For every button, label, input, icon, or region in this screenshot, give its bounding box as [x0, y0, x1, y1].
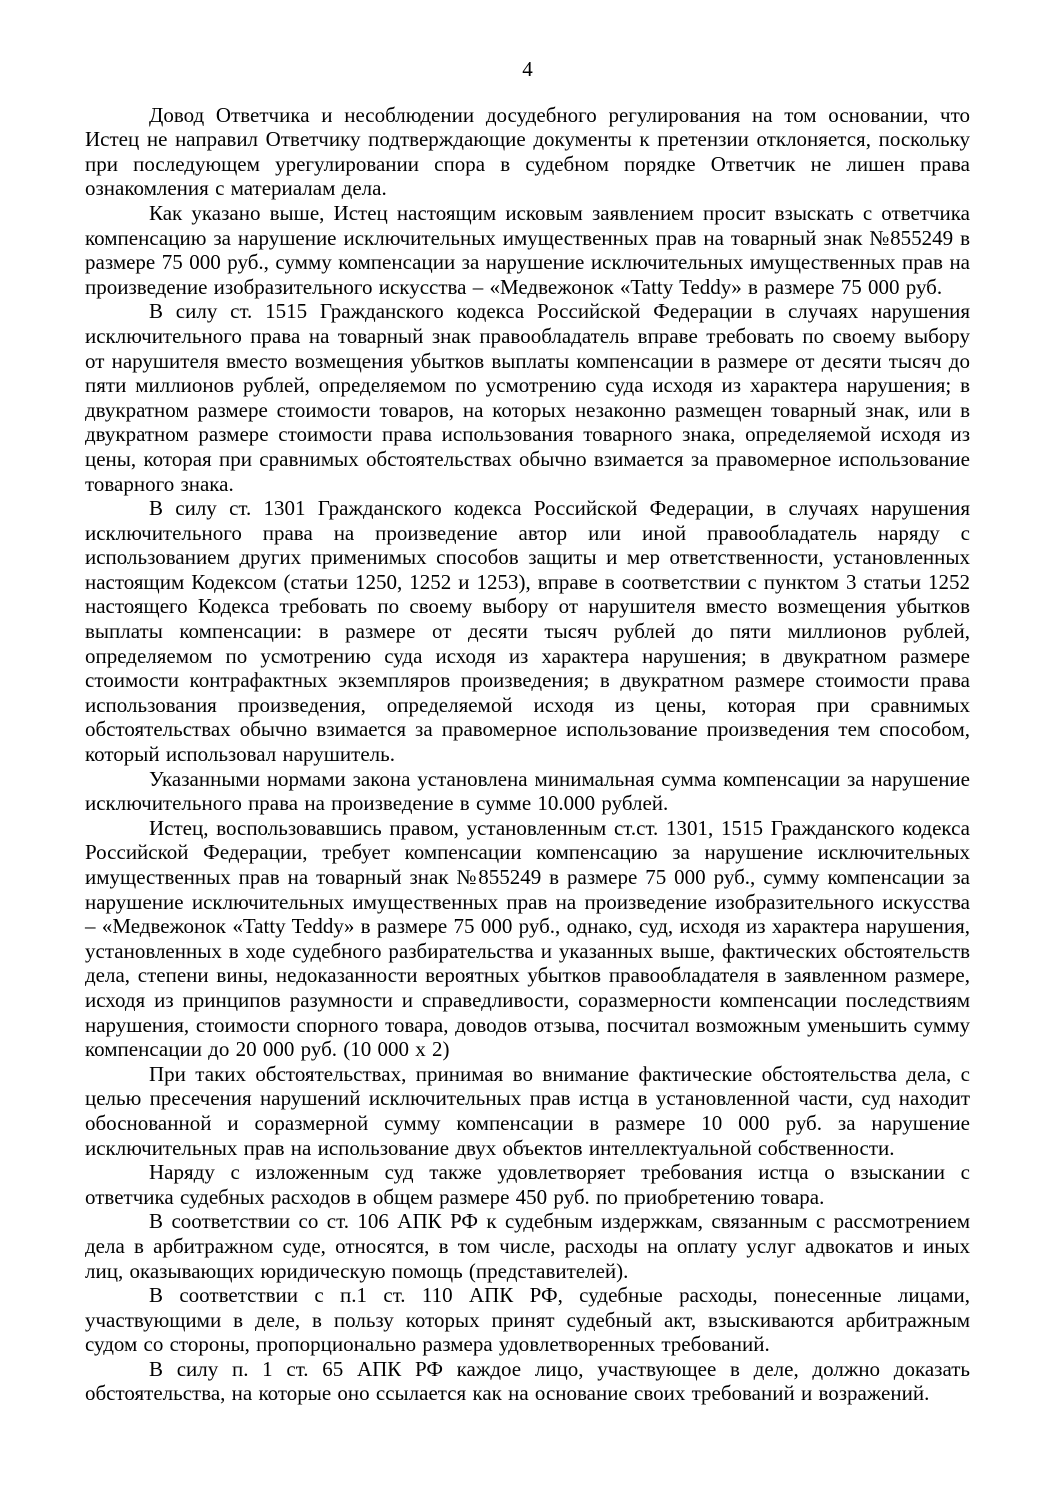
paragraph-6: Истец, воспользовавшись правом, установленным ст.ст. 1301, 1515 Гражданского кодекса Российской Федерации, требует компенсации компенсацию за нарушение исключительных имущественных прав на товарный знак №855249 в размере 75 000 руб., сумму компенсации за нарушение исключительных имущественных прав на произведение изобразительного искусства – «Медвежонок «Tatty Teddy» в размере 75 000 руб., однако, суд, исходя из характера нарушения, установленных в ходе судебного разбирательства и указанных выше, фактических обстоятельств дела, степени вины, недоказанности вероятных убытков правообладателя в заявленном размере, исходя из принципов разумности и справедливости, соразмерности компенсации последствиям нарушения, стоимости спорного товара, доводов отзыва, посчитал возможным уменьшить сумму компенсации до 20 000 руб. (10 000 х 2): [85, 815, 970, 1062]
paragraph-8: Наряду с изложенным суд также удовлетворяет требования истца о взыскании с ответчика судебных расходов в общем размере 450 руб. по приобретению товара.: [85, 1160, 970, 1209]
paragraph-7: При таких обстоятельствах, принимая во внимание фактические обстоятельства дела, с целью пресечения нарушений исключительных прав истца в установленной части, суд находит обоснованной и соразмерной сумму компенсации в размере 10 000 руб. за нарушение исключительных прав на использование двух объектов интеллектуальной собственности.: [85, 1061, 970, 1160]
paragraph-3: В силу ст. 1515 Гражданского кодекса Российской Федерации в случаях нарушения исключительного права на товарный знак правообладатель вправе требовать по своему выбору от нарушителя вместо возмещения убытков выплаты компенсации в размере от десяти тысяч до пяти миллионов рублей, определяемом по усмотрению суда исходя из характера нарушения; в двукратном размере стоимости товаров, на которых незаконно размещен товарный знак, или в двукратном размере стоимости права использования товарного знака, определяемой исходя из цены, которая при сравнимых обстоятельствах обычно взимается за правомерное использование товарного знака.: [85, 299, 970, 496]
paragraph-4: В силу ст. 1301 Гражданского кодекса Российской Федерации, в случаях нарушения исключительного права на произведение автор или иной правообладатель наряду с использованием других применимых способов защиты и мер ответственности, установленных настоящим Кодексом (статьи 1250, 1252 и 1253), вправе в соответствии с пунктом 3 статьи 1252 настоящего Кодекса требовать по своему выбору от нарушителя вместо возмещения убытков выплаты компенсации: в размере от десяти тысяч рублей до пяти миллионов рублей, определяемом по усмотрению суда исходя из характера нарушения; в двукратном размере стоимости контрафактных экземпляров произведения; в двукратном размере стоимости права использования произведения, определяемой исходя из цены, которая при сравнимых обстоятельствах обычно взимается за правомерное использование произведения тем способом, который использовал нарушитель.: [85, 496, 970, 767]
document-body: [85, 103, 970, 1406]
paragraph-11: В силу п. 1 ст. 65 АПК РФ каждое лицо, участвующее в деле, должно доказать обстоятельства, на которые оно ссылается как на основание своих требований и возражений.: [85, 1356, 970, 1406]
paragraph-1: Довод Ответчика и несоблюдении досудебного регулирования на том основании, что Истец не направил Ответчику подтверждающие документы к претензии отклоняется, поскольку при последующем урегулировании спора в судебном порядке Ответчик не лишен права ознакомления с материалам дела.: [85, 102, 970, 201]
paragraph-10: В соответствии с п.1 ст. 110 АПК РФ, судебные расходы, понесенные лицами, участвующими в деле, в пользу которых принят судебный акт, взыскиваются арбитражным судом со стороны, пропорционально размера удовлетворенных требований.: [85, 1283, 970, 1357]
page-number: 4: [522, 57, 533, 81]
paragraph-9: В соответствии со ст. 106 АПК РФ к судебным издержкам, связанным с рассмотрением дела в арбитражном суде, относятся, в том числе, расходы на оплату услуг адвокатов и иных лиц, оказывающих юридическую помощь (представителей).: [85, 1209, 970, 1283]
paragraph-5: Указанными нормами закона установлена минимальная сумма компенсации за нарушение исключительного права на произведение в сумме 10.000 рублей.: [85, 766, 970, 816]
paragraph-2: Как указано выше, Истец настоящим исковым заявлением просит взыскать с ответчика компенсацию за нарушение исключительных имущественных прав на товарный знак №855249 в размере 75 000 руб., сумму компенсации за нарушение исключительных имущественных прав на произведение изобразительного искусства – «Медвежонок «Tatty Teddy» в размере 75 000 руб.: [85, 200, 970, 299]
